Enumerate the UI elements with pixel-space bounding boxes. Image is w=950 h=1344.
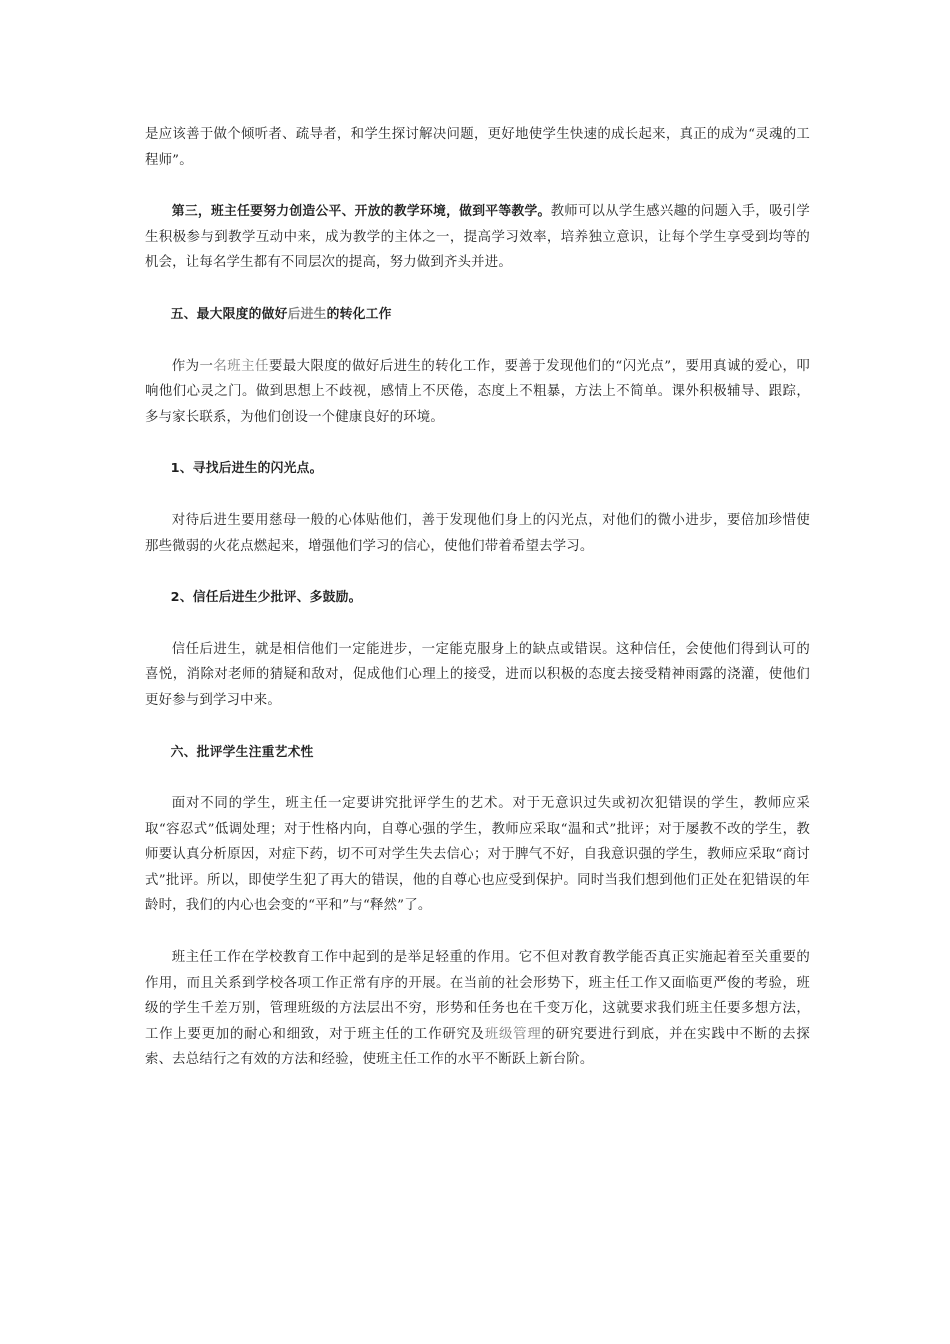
paragraph-conclusion bbox=[145, 945, 810, 1073]
paragraph-text-b: 的研究要进行到底，并在实践中不断的去探索、去总结行之有效的方法和经验，使班主任工作的水平不断跃上新台阶。 bbox=[145, 1026, 810, 1068]
section-heading-5 bbox=[145, 302, 810, 328]
paragraph-continuation bbox=[145, 122, 810, 173]
heading-text-b: 的转化工作 bbox=[326, 306, 392, 322]
link-banji-guanli[interactable]: 班级管理 bbox=[484, 1026, 542, 1042]
paragraph-shining-points bbox=[145, 508, 810, 559]
paragraph-transform-work bbox=[145, 354, 810, 431]
paragraph-text: 信任后进生，就是相信他们一定能进步，一定能克服身上的缺点或错误。这种信任，会使他们得到认可的喜悦，消除对老师的猜疑和敌对，促成他们心理上的接受，进而以积极的态度去接受精神雨露的浇灌，使他们更好参与到学习中来。 bbox=[145, 641, 810, 708]
paragraph-text: 教师可以从学生感兴趣的问题入手，吸引学生积极参与到教学互动中来，成为教学的主体之一，提高学习效率，培养独立意识，让每个学生享受到均等的机会，让每名学生都有不同层次的提高，努力做到齐头并进。 bbox=[145, 204, 810, 271]
paragraph-equal-teaching bbox=[145, 199, 810, 276]
document-page bbox=[145, 122, 810, 1099]
paragraph-trust bbox=[145, 637, 810, 714]
paragraph-text-b: 要最大限度的做好后进生的转化工作，要善于发现他们的“闪光点”，要用真诚的爱心，叩响他们心灵之门。做到思想上不歧视，感情上不厌倦，态度上不粗暴，方法上不简单。课外积极辅导、跟踪，多与家长联系，为他们创设一个健康良好的环境。 bbox=[145, 358, 810, 425]
subheading-1: 1、寻找后进生的闪光点。 bbox=[170, 461, 323, 477]
paragraph-text: 是应该善于做个倾听者、疏导者，和学生探讨解决问题，更好地使学生快速的成长起来，真正的成为“灵魂的工程师”。 bbox=[145, 127, 810, 168]
link-houjinsheng[interactable]: 后进生 bbox=[287, 306, 327, 322]
subheading-2: 2、信任后进生少批评、多鼓励。 bbox=[170, 590, 362, 606]
paragraph-criticism-art bbox=[145, 791, 810, 919]
paragraph-text: 面对不同的学生，班主任一定要讲究批评学生的艺术。对于无意识过失或初次犯错误的学生，教师应采取“容忍式”低调处理；对于性格内向，自尊心强的学生，教师应采取“温和式”批评；对于屡教不改的学生，教师要认真分析原因，对症下药，切不可对学生失去信心；对于脾气不好，自我意识强的学生，教师应采取“商讨式”批评。所以，即使学生犯了再大的错误，他的自尊心也应受到保护。同时当我们想到他们正处在犯错误的年龄时，我们的内心也会变的“平和”与“释然”了。 bbox=[145, 796, 810, 914]
link-banzhuren[interactable]: 名班主任 bbox=[213, 358, 269, 374]
paragraph-text: 对待后进生要用慈母一般的心体贴他们，善于发现他们身上的闪光点，对他们的微小进步，要倍加珍惜使那些微弱的火花点燃起来，增强他们学习的信心，使他们带着希望去学习。 bbox=[145, 512, 810, 554]
heading-text-a: 五、最大限度的做好 bbox=[170, 306, 288, 322]
section-heading-6: 六、批评学生注重艺术性 bbox=[170, 744, 314, 760]
paragraph-text-a: 作为一 bbox=[171, 358, 214, 374]
paragraph-lead: 第三，班主任要努力创造公平、开放的教学环境，做到平等教学。 bbox=[171, 204, 551, 220]
paragraph-text-a: 班主任工作在学校教育工作中起到的是举足轻重的作用。它不但对教育教学能否真正实施起着至关重要的作用，而且关系到学校各项工作正常有序的开展。在当前的社会形势下，班主任工作又面临更严俊的考验，班级的学生千差万别，管理班级的方法层出不穷，形势和任务也在千变万化，这就要求我们班主任要多想方法，工作上要更加的耐心和细致，对于班主任的工作研究及 bbox=[145, 950, 810, 1042]
